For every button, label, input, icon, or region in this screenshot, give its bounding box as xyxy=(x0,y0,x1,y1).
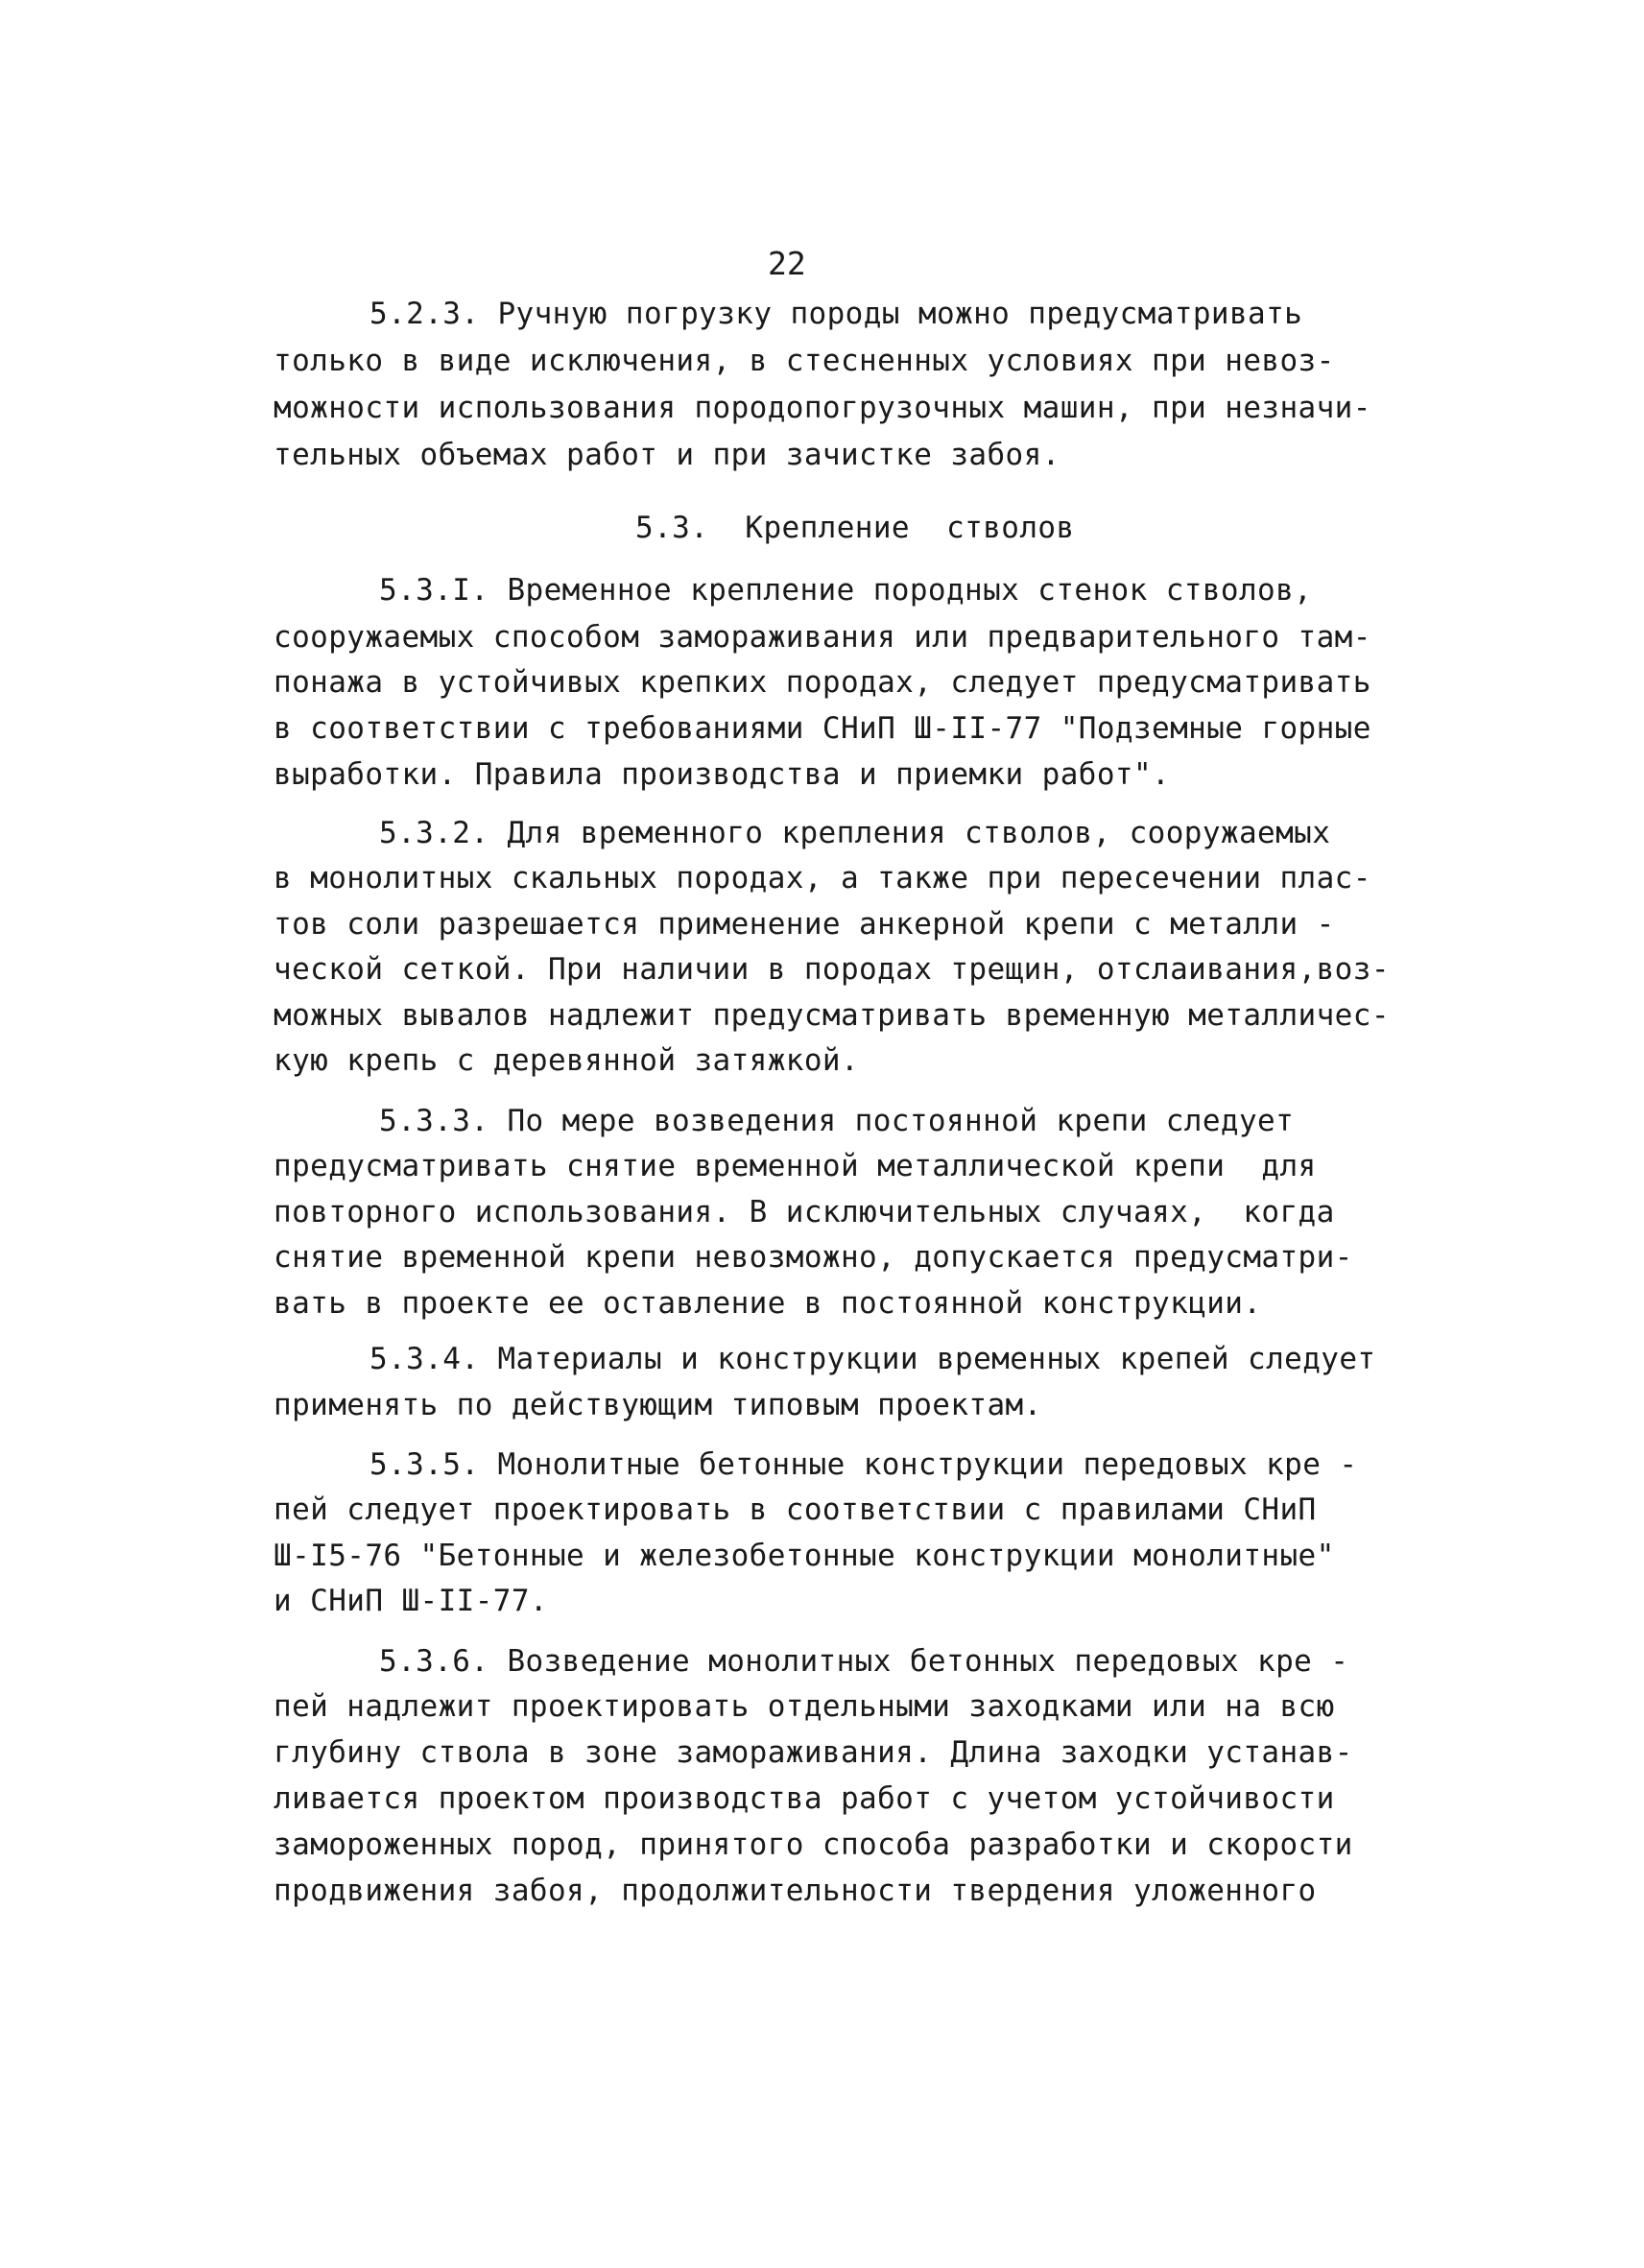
para-5-3-2-line-3: тов соли разрешается применение анкерной крепи с металли - xyxy=(274,907,1335,942)
para-5-3-6-line-5: замороженных пород, принятого способа разработки и скорости xyxy=(274,1827,1353,1862)
para-5-3-6-line-3: глубину ствола в зоне замораживания. Длина заходки устанав- xyxy=(274,1735,1353,1770)
para-5-3-6-line-1: 5.3.6. Возведение монолитных бетонных передовых кре - xyxy=(379,1644,1349,1679)
para-5-3-3-line-5: вать в проекте ее оставление в постоянной конструкции. xyxy=(274,1286,1262,1321)
para-5-3-6-line-2: пей надлежит проектировать отдельными заходками или на всю xyxy=(274,1689,1335,1724)
para-5-3-2-line-6: кую крепь с деревянной затяжкой. xyxy=(274,1043,860,1078)
para-5-2-3-line-2: только в виде исключения, в стесненных условиях при невоз- xyxy=(274,344,1335,378)
para-5-2-3-line-4: тельных объемах работ и при зачистке забоя. xyxy=(274,438,1060,472)
para-5-3-2-line-5: можных вывалов надлежит предусматривать временную металличес- xyxy=(274,998,1390,1033)
para-5-3-2-line-4: ческой сеткой. При наличии в породах трещин, отслаивания,воз- xyxy=(274,952,1390,987)
para-5-3-5-line-1: 5.3.5. Монолитные бетонные конструкции передовых кре - xyxy=(369,1447,1358,1482)
para-5-3-1-line-4: в соответствии с требованиями СНиП Ш-II-77 "Подземные горные xyxy=(274,711,1371,746)
para-5-3-1-line-1: 5.3.I. Временное крепление породных стенок стволов, xyxy=(379,573,1313,608)
para-5-3-2-line-2: в монолитных скальных породах, а также при пересечении плас- xyxy=(274,861,1371,895)
para-5-3-3-line-3: повторного использования. В исключительных случаях, когда xyxy=(274,1195,1335,1229)
para-5-3-3-line-1: 5.3.3. По мере возведения постоянной крепи следует xyxy=(379,1104,1295,1138)
para-5-3-1-line-5: выработки. Правила производства и приемки работ". xyxy=(274,757,1171,792)
para-5-3-5-line-2: пей следует проектировать в соответствии с правилами СНиП xyxy=(274,1492,1317,1527)
para-5-3-3-line-4: снятие временной крепи невозможно, допускается предусматри- xyxy=(274,1240,1353,1275)
page-number: 22 xyxy=(768,245,806,282)
para-5-3-3-line-2: предусматривать снятие временной металлической крепи для xyxy=(274,1149,1317,1183)
para-5-3-5-line-3: Ш-I5-76 "Бетонные и железобетонные конструкции монолитные" xyxy=(274,1539,1335,1573)
para-5-3-4-line-1: 5.3.4. Материалы и конструкции временных крепей следует xyxy=(369,1342,1376,1376)
para-5-3-1-line-3: понажа в устойчивых крепких породах, следует предусматривать xyxy=(274,665,1371,700)
section-heading: 5.3. Крепление стволов xyxy=(635,511,1075,545)
para-5-3-6-line-6: продвижения забоя, продолжительности твердения уложенного xyxy=(274,1874,1317,1908)
para-5-3-2-line-1: 5.3.2. Для временного крепления стволов, сооружаемых xyxy=(379,816,1331,850)
para-5-2-3-line-1: 5.2.3. Ручную погрузку породы можно предусматривать xyxy=(369,297,1303,331)
para-5-3-4-line-2: применять по действующим типовым проектам. xyxy=(274,1388,1042,1422)
para-5-2-3-line-3: можности использования породопогрузочных машин, при незначи- xyxy=(274,391,1371,425)
para-5-3-6-line-4: ливается проектом производства работ с учетом устойчивости xyxy=(274,1781,1335,1816)
para-5-3-1-line-2: сооружаемых способом замораживания или предварительного там- xyxy=(274,620,1371,655)
para-5-3-5-line-4: и СНиП Ш-II-77. xyxy=(274,1584,548,1618)
